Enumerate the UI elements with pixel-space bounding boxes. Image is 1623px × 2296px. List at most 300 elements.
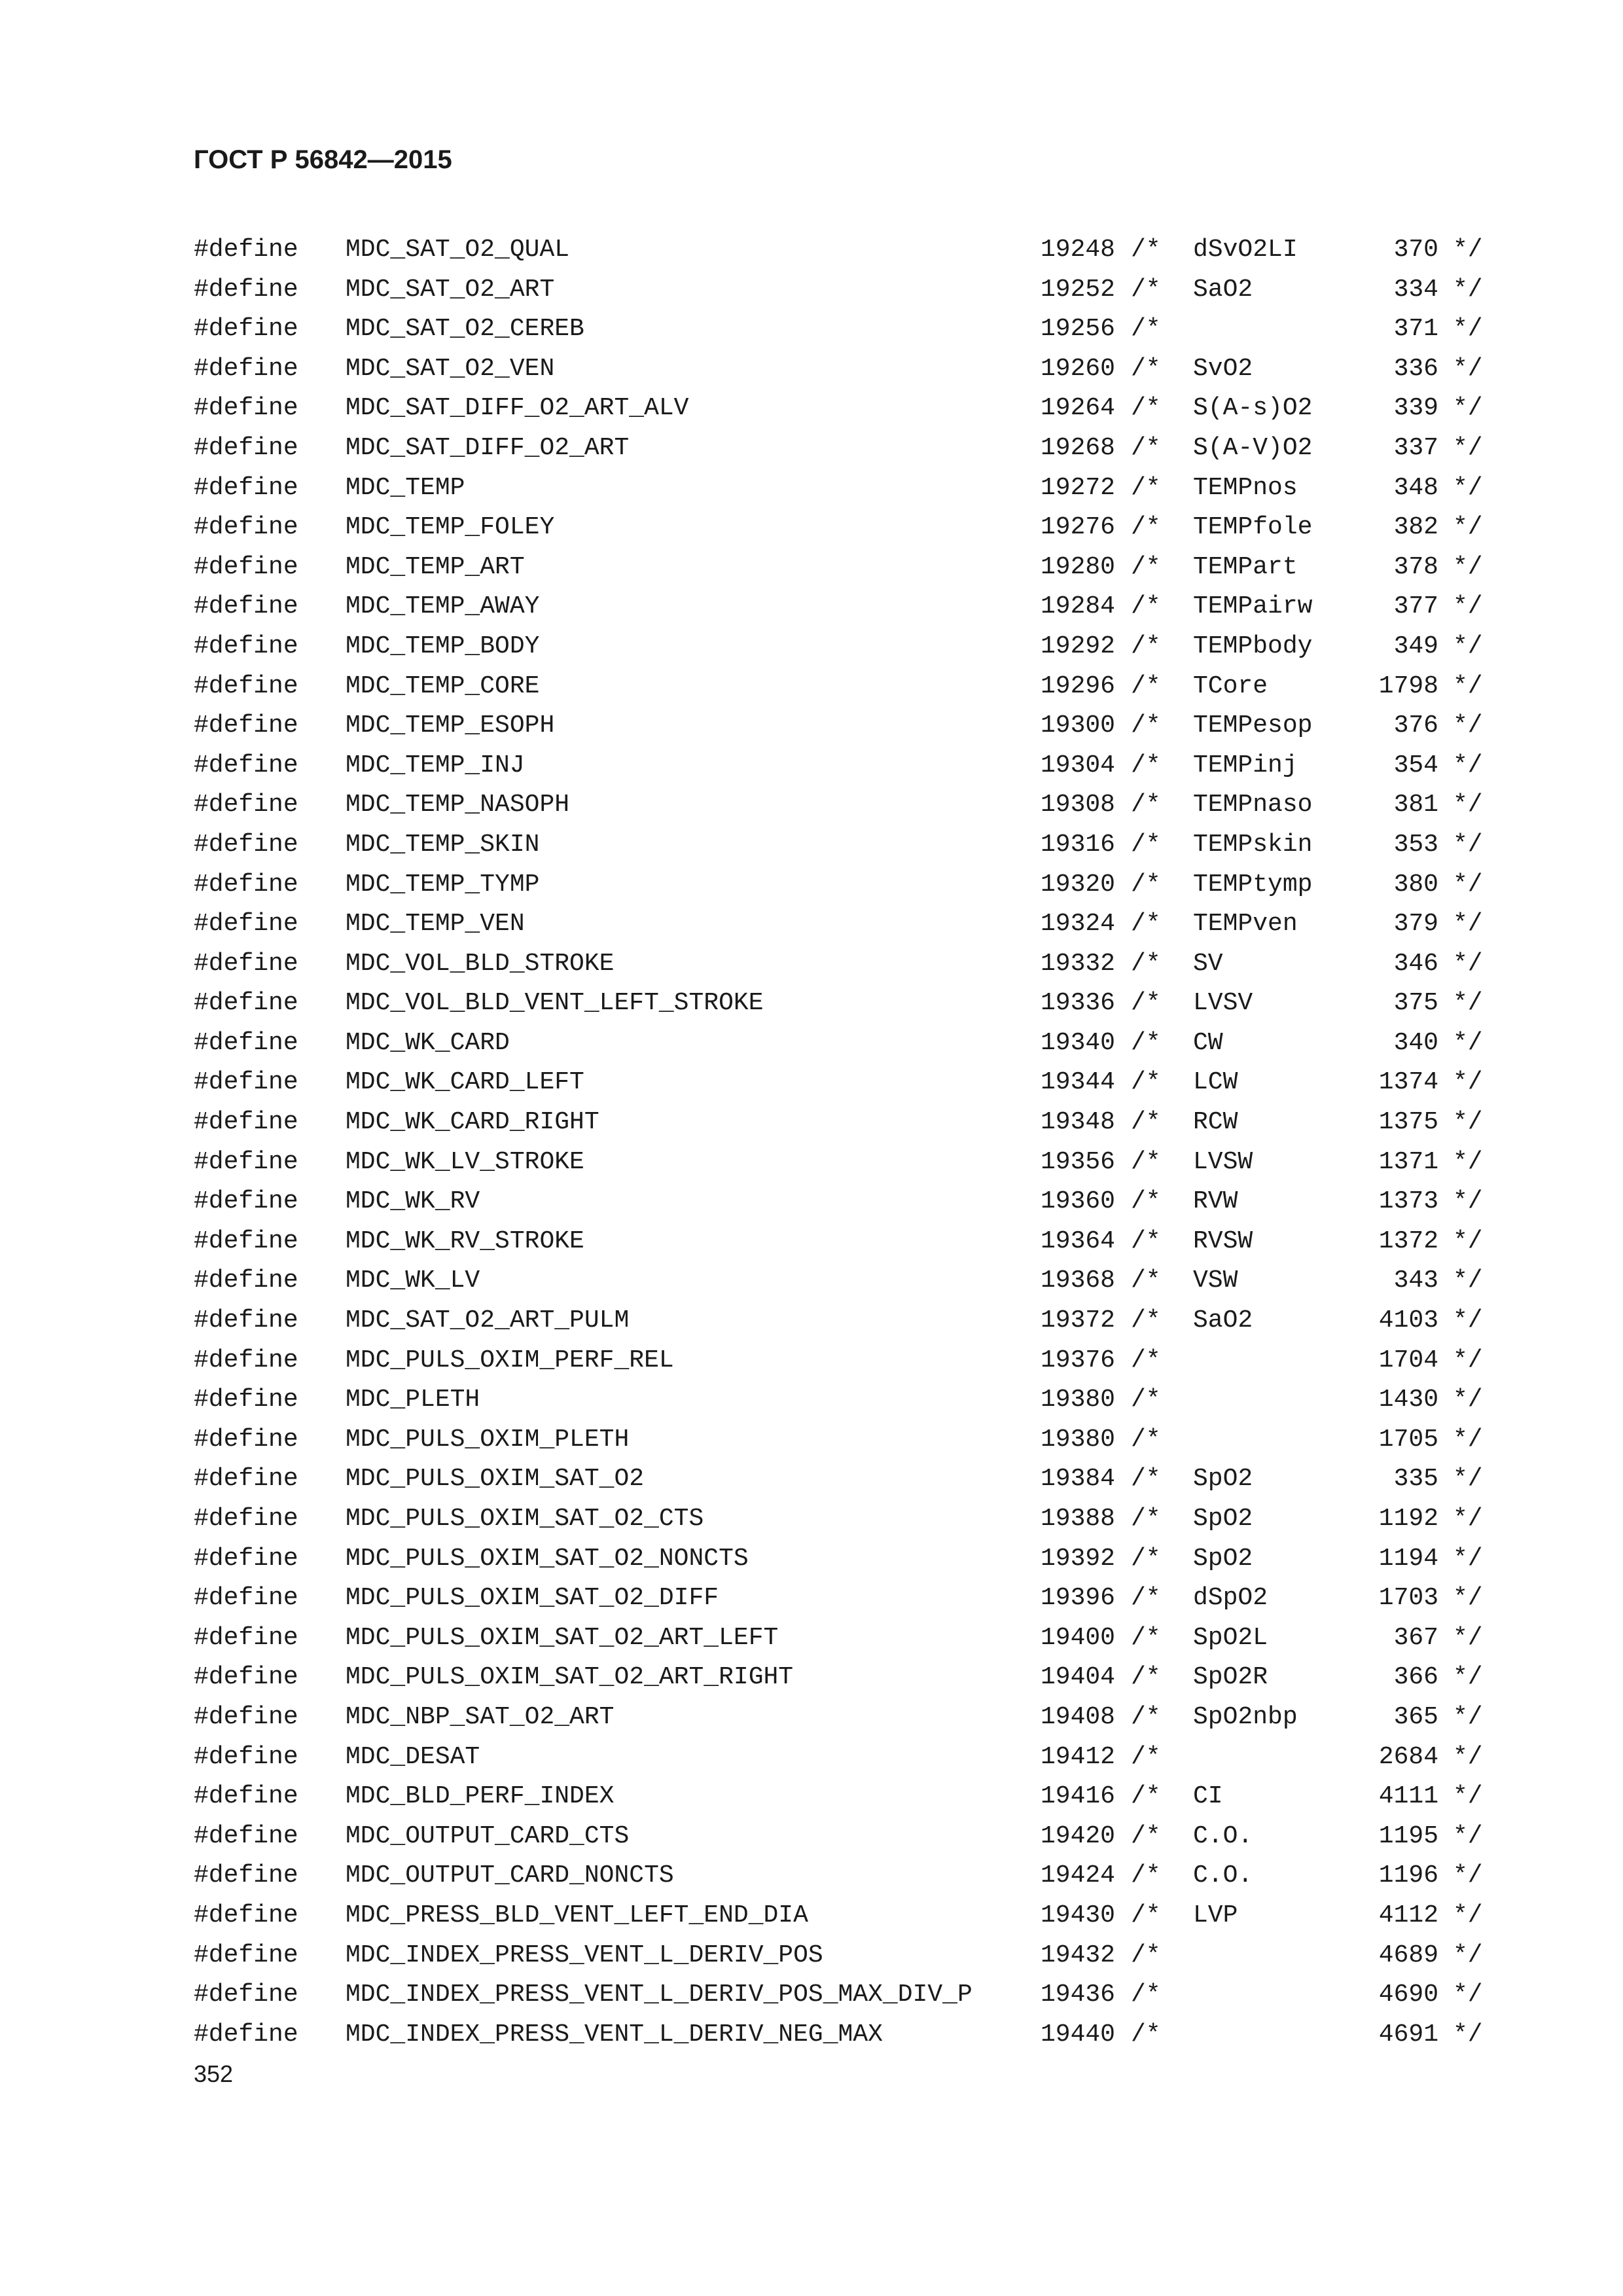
comment-abbreviation: S(A-V)O2: [1193, 433, 1313, 462]
define-row: [0, 1301, 1623, 1341]
comment-open: /*: [1131, 1702, 1161, 1731]
macro-name: MDC_PULS_OXIM_SAT_O2_DIFF: [346, 1584, 719, 1613]
macro-name: MDC_OUTPUT_CARD_CTS: [346, 1821, 630, 1850]
comment-open: /*: [1131, 1941, 1161, 1969]
comment-close: */: [1453, 672, 1483, 700]
define-keyword: #define: [194, 632, 298, 660]
comment-open: /*: [1131, 830, 1161, 859]
macro-name: MDC_PULS_OXIM_PERF_REL: [346, 1346, 674, 1374]
define-keyword: #define: [194, 1227, 298, 1255]
define-row: [0, 270, 1623, 310]
macro-code: 19368: [1040, 1266, 1115, 1295]
comment-open: /*: [1131, 354, 1161, 383]
comment-open: /*: [1131, 632, 1161, 660]
define-keyword: #define: [194, 394, 298, 423]
comment-abbreviation: RVSW: [1193, 1227, 1253, 1255]
comment-abbreviation: TEMPinj: [1193, 751, 1298, 780]
comment-reference: 4689: [1378, 1941, 1438, 1969]
define-list: [0, 230, 1623, 2054]
comment-close: */: [1453, 1544, 1483, 1573]
macro-name: MDC_WK_RV_STROKE: [346, 1227, 584, 1255]
comment-abbreviation: TEMPnos: [1193, 473, 1298, 502]
comment-open: /*: [1131, 552, 1161, 581]
macro-code: 19268: [1040, 433, 1115, 462]
comment-close: */: [1453, 1663, 1483, 1692]
comment-close: */: [1453, 354, 1483, 383]
comment-open: /*: [1131, 1266, 1161, 1295]
macro-code: 19364: [1040, 1227, 1115, 1255]
macro-code: 19400: [1040, 1623, 1115, 1652]
define-row: [0, 825, 1623, 865]
define-keyword: #define: [194, 473, 298, 502]
comment-close: */: [1453, 1702, 1483, 1731]
macro-code: 19344: [1040, 1068, 1115, 1097]
comment-open: /*: [1131, 1981, 1161, 2009]
macro-code: 19276: [1040, 513, 1115, 542]
macro-name: MDC_TEMP_SKIN: [346, 830, 540, 859]
comment-open: /*: [1131, 1505, 1161, 1533]
macro-name: MDC_TEMP_ESOPH: [346, 711, 555, 740]
macro-name: MDC_TEMP_NASOPH: [346, 791, 570, 819]
comment-open: /*: [1131, 1386, 1161, 1414]
comment-close: */: [1453, 949, 1483, 978]
define-row: [0, 1579, 1623, 1619]
comment-open: /*: [1131, 870, 1161, 899]
comment-open: /*: [1131, 949, 1161, 978]
comment-close: */: [1453, 632, 1483, 660]
comment-open: /*: [1131, 1584, 1161, 1613]
macro-name: MDC_TEMP_FOLEY: [346, 513, 555, 542]
macro-code: 19284: [1040, 592, 1115, 621]
comment-close: */: [1453, 1187, 1483, 1216]
comment-reference: 1373: [1378, 1187, 1438, 1216]
define-keyword: #define: [194, 830, 298, 859]
define-keyword: #define: [194, 1306, 298, 1335]
comment-open: /*: [1131, 1068, 1161, 1097]
comment-open: /*: [1131, 236, 1161, 264]
comment-reference: 365: [1393, 1702, 1438, 1731]
comment-open: /*: [1131, 1028, 1161, 1057]
comment-open: /*: [1131, 513, 1161, 542]
comment-close: */: [1453, 2020, 1483, 2049]
comment-close: */: [1453, 1465, 1483, 1494]
comment-reference: 381: [1393, 791, 1438, 819]
define-keyword: #define: [194, 1266, 298, 1295]
comment-abbreviation: SaO2: [1193, 1306, 1253, 1335]
macro-name: MDC_TEMP_BODY: [346, 632, 540, 660]
macro-name: MDC_WK_CARD_RIGHT: [346, 1108, 599, 1137]
comment-open: /*: [1131, 1187, 1161, 1216]
comment-close: */: [1453, 1306, 1483, 1335]
comment-abbreviation: RCW: [1193, 1108, 1238, 1137]
comment-abbreviation: SvO2: [1193, 354, 1253, 383]
comment-abbreviation: TEMPven: [1193, 910, 1298, 939]
macro-code: 19420: [1040, 1821, 1115, 1850]
macro-code: 19440: [1040, 2020, 1115, 2049]
define-row: [0, 1936, 1623, 1976]
define-keyword: #define: [194, 315, 298, 344]
macro-name: MDC_SAT_DIFF_O2_ART_ALV: [346, 394, 689, 423]
comment-reference: 1372: [1378, 1227, 1438, 1255]
comment-reference: 378: [1393, 552, 1438, 581]
comment-reference: 335: [1393, 1465, 1438, 1494]
comment-close: */: [1453, 1068, 1483, 1097]
comment-reference: 4111: [1378, 1782, 1438, 1811]
comment-close: */: [1453, 1941, 1483, 1969]
comment-reference: 339: [1393, 394, 1438, 423]
define-keyword: #define: [194, 791, 298, 819]
comment-abbreviation: TEMPbody: [1193, 632, 1313, 660]
comment-open: /*: [1131, 1544, 1161, 1573]
define-row: [0, 1420, 1623, 1460]
comment-open: /*: [1131, 315, 1161, 344]
comment-reference: 2684: [1378, 1742, 1438, 1771]
comment-open: /*: [1131, 473, 1161, 502]
define-row: [0, 1024, 1623, 1064]
comment-open: /*: [1131, 1425, 1161, 1454]
comment-reference: 1704: [1378, 1346, 1438, 1374]
macro-code: 19340: [1040, 1028, 1115, 1057]
macro-name: MDC_DESAT: [346, 1742, 480, 1771]
comment-abbreviation: SpO2nbp: [1193, 1702, 1298, 1731]
comment-close: */: [1453, 1901, 1483, 1929]
comment-open: /*: [1131, 1306, 1161, 1335]
comment-abbreviation: TEMPart: [1193, 552, 1298, 581]
macro-code: 19256: [1040, 315, 1115, 344]
define-row: [0, 1143, 1623, 1183]
macro-code: 19308: [1040, 791, 1115, 819]
comment-close: */: [1453, 513, 1483, 542]
macro-name: MDC_PULS_OXIM_SAT_O2: [346, 1465, 645, 1494]
comment-open: /*: [1131, 989, 1161, 1018]
define-row: [0, 310, 1623, 350]
comment-open: /*: [1131, 1227, 1161, 1255]
comment-abbreviation: dSvO2LI: [1193, 236, 1298, 264]
comment-reference: 376: [1393, 711, 1438, 740]
macro-code: 19320: [1040, 870, 1115, 899]
comment-close: */: [1453, 989, 1483, 1018]
macro-name: MDC_OUTPUT_CARD_NONCTS: [346, 1861, 674, 1890]
define-keyword: #define: [194, 1346, 298, 1374]
page-header: ГОСТ Р 56842—2015: [194, 145, 452, 174]
macro-name: MDC_WK_CARD_LEFT: [346, 1068, 584, 1097]
page-number: 352: [194, 2060, 234, 2087]
macro-code: 19380: [1040, 1425, 1115, 1454]
comment-reference: 366: [1393, 1663, 1438, 1692]
comment-abbreviation: LVSW: [1193, 1147, 1253, 1176]
define-row: [0, 1182, 1623, 1222]
define-keyword: #define: [194, 1147, 298, 1176]
comment-reference: 379: [1393, 910, 1438, 939]
comment-open: /*: [1131, 433, 1161, 462]
comment-reference: 1194: [1378, 1544, 1438, 1573]
define-row: [0, 548, 1623, 588]
comment-reference: 1798: [1378, 672, 1438, 700]
define-row: [0, 1222, 1623, 1262]
comment-close: */: [1453, 552, 1483, 581]
define-keyword: #define: [194, 989, 298, 1018]
define-row: [0, 587, 1623, 627]
comment-abbreviation: C.O.: [1193, 1861, 1253, 1890]
comment-close: */: [1453, 1742, 1483, 1771]
comment-open: /*: [1131, 910, 1161, 939]
macro-name: MDC_PULS_OXIM_SAT_O2_NONCTS: [346, 1544, 749, 1573]
macro-name: MDC_PRESS_BLD_VENT_LEFT_END_DIA: [346, 1901, 808, 1929]
macro-name: MDC_SAT_O2_QUAL: [346, 236, 570, 264]
define-row: [0, 706, 1623, 746]
macro-code: 19252: [1040, 275, 1115, 304]
define-keyword: #define: [194, 513, 298, 542]
comment-reference: 1375: [1378, 1108, 1438, 1137]
comment-abbreviation: C.O.: [1193, 1821, 1253, 1850]
comment-close: */: [1453, 433, 1483, 462]
define-row: [0, 905, 1623, 944]
comment-reference: 380: [1393, 870, 1438, 899]
comment-close: */: [1453, 1782, 1483, 1811]
macro-code: 19392: [1040, 1544, 1115, 1573]
comment-open: /*: [1131, 1147, 1161, 1176]
macro-code: 19408: [1040, 1702, 1115, 1731]
comment-abbreviation: SpO2: [1193, 1465, 1253, 1494]
macro-name: MDC_WK_LV_STROKE: [346, 1147, 584, 1176]
comment-open: /*: [1131, 1108, 1161, 1137]
define-keyword: #define: [194, 870, 298, 899]
macro-code: 19424: [1040, 1861, 1115, 1890]
comment-reference: 1192: [1378, 1505, 1438, 1533]
macro-name: MDC_INDEX_PRESS_VENT_L_DERIV_POS: [346, 1941, 823, 1969]
define-row: [0, 1856, 1623, 1896]
macro-code: 19380: [1040, 1386, 1115, 1414]
define-keyword: #define: [194, 1663, 298, 1692]
comment-open: /*: [1131, 1663, 1161, 1692]
define-keyword: #define: [194, 236, 298, 264]
define-keyword: #define: [194, 1702, 298, 1731]
define-row: [0, 1817, 1623, 1857]
macro-code: 19412: [1040, 1742, 1115, 1771]
macro-code: 19280: [1040, 552, 1115, 581]
macro-code: 19396: [1040, 1584, 1115, 1613]
macro-code: 19272: [1040, 473, 1115, 502]
comment-abbreviation: CI: [1193, 1782, 1223, 1811]
define-keyword: #define: [194, 949, 298, 978]
define-keyword: #define: [194, 672, 298, 700]
define-row: [0, 865, 1623, 905]
comment-close: */: [1453, 1981, 1483, 2009]
comment-close: */: [1453, 275, 1483, 304]
comment-open: /*: [1131, 592, 1161, 621]
define-row: [0, 2015, 1623, 2055]
macro-code: 19336: [1040, 989, 1115, 1018]
define-row: [0, 389, 1623, 429]
comment-abbreviation: TEMPfole: [1193, 513, 1313, 542]
comment-close: */: [1453, 830, 1483, 859]
define-row: [0, 350, 1623, 389]
define-keyword: #define: [194, 1742, 298, 1771]
macro-code: 19300: [1040, 711, 1115, 740]
comment-open: /*: [1131, 275, 1161, 304]
define-row: [0, 1777, 1623, 1817]
define-row: [0, 785, 1623, 825]
comment-open: /*: [1131, 791, 1161, 819]
comment-close: */: [1453, 394, 1483, 423]
macro-code: 19260: [1040, 354, 1115, 383]
comment-close: */: [1453, 870, 1483, 899]
comment-reference: 370: [1393, 236, 1438, 264]
macro-name: MDC_SAT_O2_VEN: [346, 354, 555, 383]
define-keyword: #define: [194, 1981, 298, 2009]
comment-reference: 4691: [1378, 2020, 1438, 2049]
comment-close: */: [1453, 711, 1483, 740]
comment-close: */: [1453, 910, 1483, 939]
comment-close: */: [1453, 473, 1483, 502]
comment-abbreviation: TEMPtymp: [1193, 870, 1313, 899]
comment-reference: 1196: [1378, 1861, 1438, 1890]
comment-abbreviation: dSpO2: [1193, 1584, 1268, 1613]
define-keyword: #define: [194, 552, 298, 581]
macro-name: MDC_BLD_PERF_INDEX: [346, 1782, 615, 1811]
comment-close: */: [1453, 1108, 1483, 1137]
define-row: [0, 627, 1623, 667]
comment-abbreviation: TEMPskin: [1193, 830, 1313, 859]
macro-name: MDC_TEMP_VEN: [346, 910, 525, 939]
macro-name: MDC_PULS_OXIM_PLETH: [346, 1425, 630, 1454]
macro-name: MDC_TEMP_INJ: [346, 751, 525, 780]
define-keyword: #define: [194, 1782, 298, 1811]
comment-close: */: [1453, 1386, 1483, 1414]
macro-code: 19376: [1040, 1346, 1115, 1374]
comment-reference: 371: [1393, 315, 1438, 344]
define-keyword: #define: [194, 1584, 298, 1613]
define-keyword: #define: [194, 1544, 298, 1573]
comment-reference: 377: [1393, 592, 1438, 621]
define-row: [0, 1261, 1623, 1301]
comment-reference: 346: [1393, 949, 1438, 978]
comment-close: */: [1453, 1266, 1483, 1295]
macro-code: 19332: [1040, 949, 1115, 978]
macro-name: MDC_INDEX_PRESS_VENT_L_DERIV_POS_MAX_DIV_P: [346, 1981, 972, 2009]
comment-close: */: [1453, 1028, 1483, 1057]
comment-open: /*: [1131, 672, 1161, 700]
comment-close: */: [1453, 751, 1483, 780]
define-keyword: #define: [194, 275, 298, 304]
comment-reference: 4103: [1378, 1306, 1438, 1335]
comment-abbreviation: SaO2: [1193, 275, 1253, 304]
comment-reference: 1371: [1378, 1147, 1438, 1176]
comment-open: /*: [1131, 1901, 1161, 1929]
comment-reference: 334: [1393, 275, 1438, 304]
comment-abbreviation: SpO2: [1193, 1544, 1253, 1573]
comment-reference: 4690: [1378, 1981, 1438, 2009]
comment-close: */: [1453, 592, 1483, 621]
comment-open: /*: [1131, 711, 1161, 740]
comment-abbreviation: SV: [1193, 949, 1223, 978]
comment-abbreviation: SpO2: [1193, 1505, 1253, 1533]
define-keyword: #define: [194, 592, 298, 621]
comment-abbreviation: SpO2R: [1193, 1663, 1268, 1692]
comment-close: */: [1453, 1821, 1483, 1850]
macro-code: 19372: [1040, 1306, 1115, 1335]
define-row: [0, 1698, 1623, 1738]
comment-abbreviation: LVSV: [1193, 989, 1253, 1018]
comment-reference: 367: [1393, 1623, 1438, 1652]
macro-name: MDC_TEMP_TYMP: [346, 870, 540, 899]
comment-reference: 1430: [1378, 1386, 1438, 1414]
comment-abbreviation: TEMPnaso: [1193, 791, 1313, 819]
macro-code: 19348: [1040, 1108, 1115, 1137]
define-keyword: #define: [194, 1941, 298, 1969]
comment-abbreviation: CW: [1193, 1028, 1223, 1057]
define-row: [0, 1975, 1623, 2015]
comment-open: /*: [1131, 1742, 1161, 1771]
define-row: [0, 230, 1623, 270]
comment-close: */: [1453, 1584, 1483, 1613]
comment-reference: 348: [1393, 473, 1438, 502]
define-keyword: #define: [194, 1187, 298, 1216]
define-row: [0, 1063, 1623, 1103]
macro-name: MDC_SAT_O2_ART_PULM: [346, 1306, 630, 1335]
macro-code: 19248: [1040, 236, 1115, 264]
comment-reference: 349: [1393, 632, 1438, 660]
comment-reference: 382: [1393, 513, 1438, 542]
comment-close: */: [1453, 236, 1483, 264]
macro-code: 19360: [1040, 1187, 1115, 1216]
define-row: [0, 1539, 1623, 1579]
define-row: [0, 1103, 1623, 1143]
comment-abbreviation: SpO2L: [1193, 1623, 1268, 1652]
define-keyword: #define: [194, 1623, 298, 1652]
comment-reference: 4112: [1378, 1901, 1438, 1929]
define-keyword: #define: [194, 2020, 298, 2049]
macro-code: 19264: [1040, 394, 1115, 423]
comment-abbreviation: TEMPairw: [1193, 592, 1313, 621]
comment-close: */: [1453, 791, 1483, 819]
define-keyword: #define: [194, 1108, 298, 1137]
comment-open: /*: [1131, 1782, 1161, 1811]
define-keyword: #define: [194, 1901, 298, 1929]
comment-open: /*: [1131, 2020, 1161, 2049]
macro-code: 19388: [1040, 1505, 1115, 1533]
comment-reference: 343: [1393, 1266, 1438, 1295]
define-row: [0, 1341, 1623, 1381]
comment-reference: 1374: [1378, 1068, 1438, 1097]
define-row: [0, 1499, 1623, 1539]
define-keyword: #define: [194, 1028, 298, 1057]
comment-reference: 337: [1393, 433, 1438, 462]
macro-name: MDC_WK_LV: [346, 1266, 480, 1295]
macro-code: 19432: [1040, 1941, 1115, 1969]
macro-name: MDC_VOL_BLD_STROKE: [346, 949, 615, 978]
define-row: [0, 1738, 1623, 1778]
macro-code: 19416: [1040, 1782, 1115, 1811]
define-keyword: #define: [194, 910, 298, 939]
define-row: [0, 1896, 1623, 1936]
define-row: [0, 469, 1623, 509]
comment-open: /*: [1131, 1623, 1161, 1652]
macro-name: MDC_VOL_BLD_VENT_LEFT_STROKE: [346, 989, 764, 1018]
macro-code: 19304: [1040, 751, 1115, 780]
define-row: [0, 1619, 1623, 1659]
macro-name: MDC_PULS_OXIM_SAT_O2_ART_LEFT: [346, 1623, 779, 1652]
macro-name: MDC_TEMP_AWAY: [346, 592, 540, 621]
macro-code: 19296: [1040, 672, 1115, 700]
define-row: [0, 1460, 1623, 1499]
comment-reference: 1195: [1378, 1821, 1438, 1850]
comment-reference: 354: [1393, 751, 1438, 780]
macro-name: MDC_PLETH: [346, 1386, 480, 1414]
macro-name: MDC_TEMP_CORE: [346, 672, 540, 700]
comment-open: /*: [1131, 1465, 1161, 1494]
define-row: [0, 746, 1623, 786]
